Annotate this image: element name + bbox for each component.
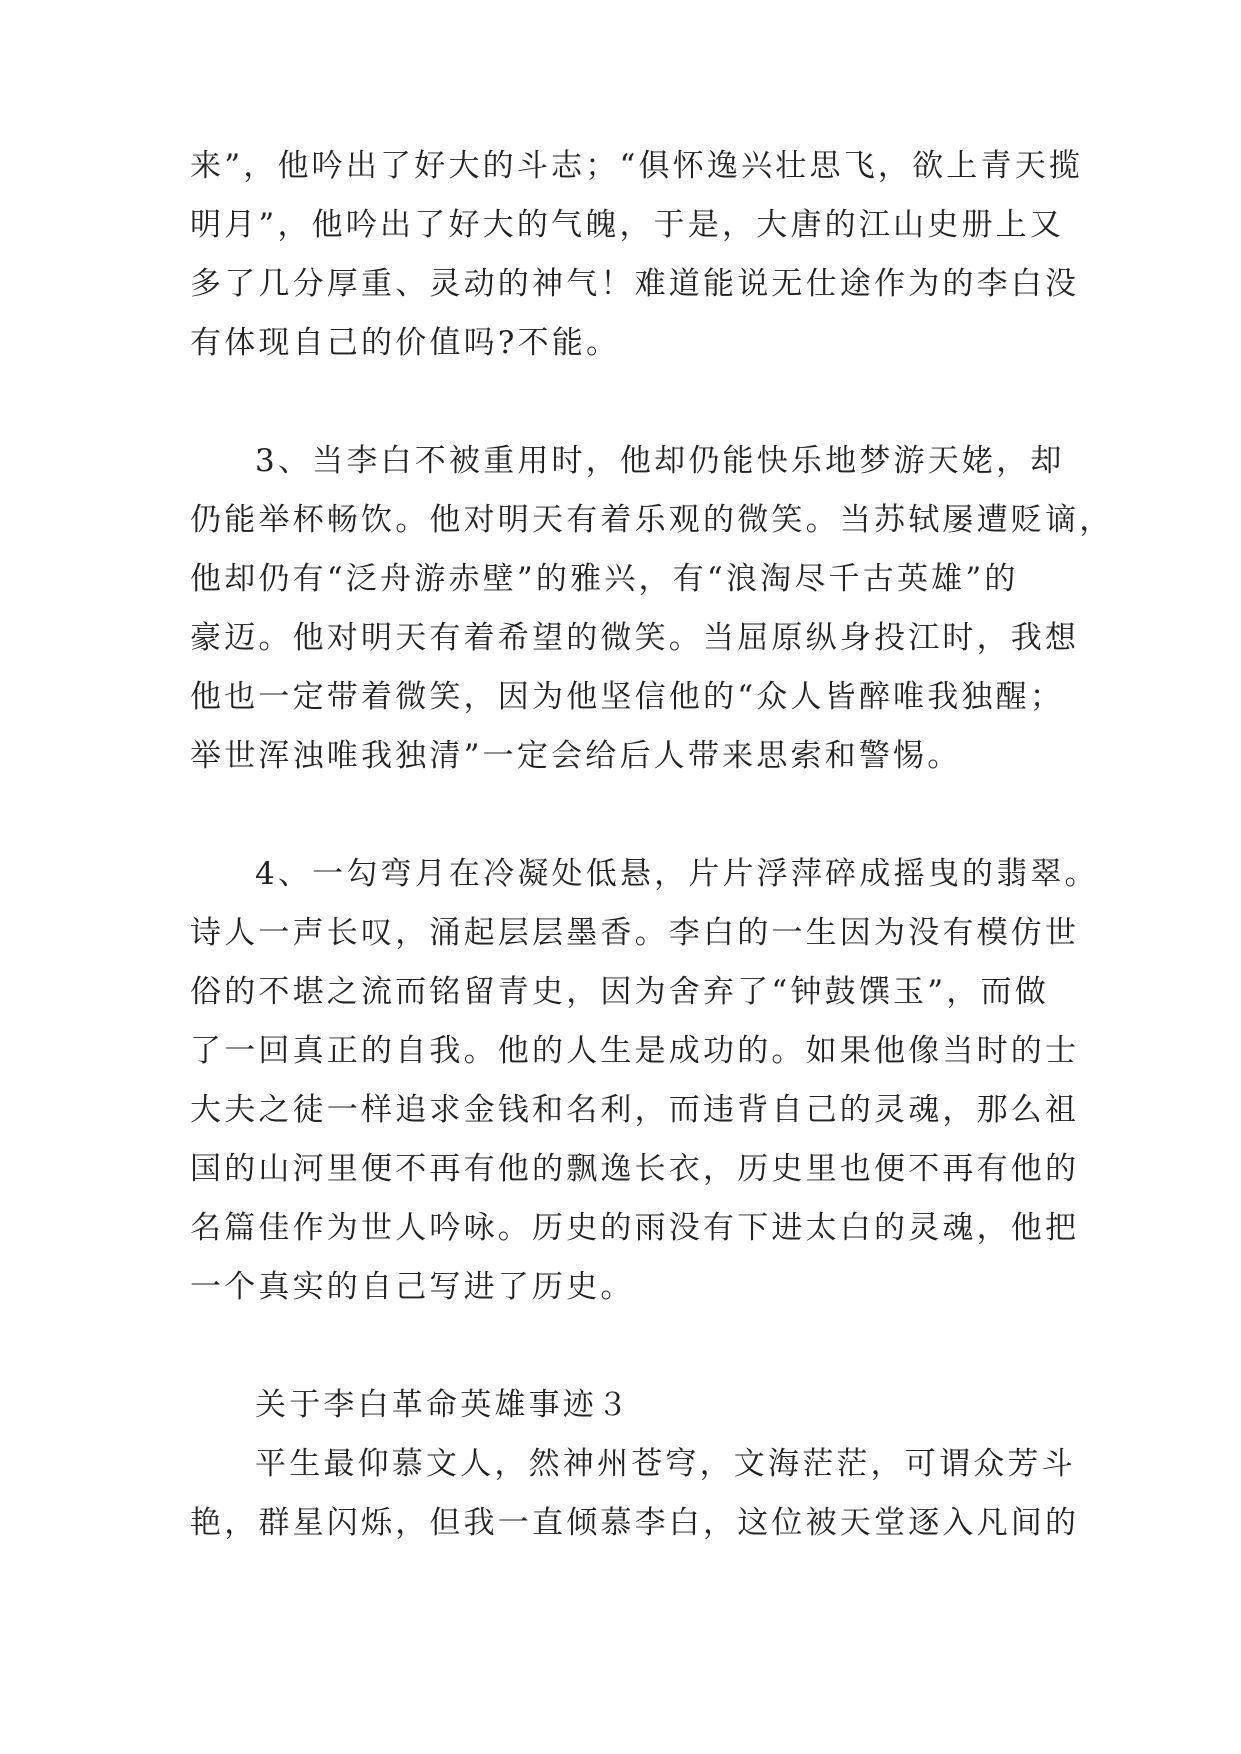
text-line: 举世浑浊唯我独清”一定会给后人带来思索和警惕。 — [190, 738, 962, 774]
text-line: 艳，群星闪烁，但我一直倾慕李白，这位被天堂逐入凡间的 — [190, 1505, 1080, 1541]
text-line: 俗的不堪之流而铭留青史，因为舍弃了“钟鼓馔玉”，而做 — [190, 974, 1049, 1010]
text-line: 豪迈。他对明天有着希望的微笑。当屈原纵身投江时，我想 — [190, 620, 1080, 656]
text-line: 国的山河里便不再有他的飘逸长衣，历史里也便不再有他的 — [190, 1151, 1080, 1187]
text-line: 平生最仰慕文人，然神州苍穹，文海茫茫，可谓众芳斗 — [255, 1446, 1076, 1482]
text-line: 了一回真正的自我。他的人生是成功的。如果他像当时的士 — [190, 1033, 1080, 1069]
text-line: 多了几分厚重、灵动的神气！难道能说无仕途作为的李白没 — [190, 266, 1080, 302]
text-line: 明月”，他吟出了好大的气魄，于是，大唐的江山史册上又 — [190, 207, 1065, 243]
text-line: 大夫之徒一样追求金钱和名利，而违背自己的灵魂，那么祖 — [190, 1092, 1080, 1128]
text-line: 诗人一声长叹，涌起层层墨香。李白的一生因为没有模仿世 — [190, 915, 1080, 951]
text-line: 4、一勾弯月在冷凝处低悬，片片浮萍碎成摇曳的翡翠。 — [255, 856, 1099, 892]
text-line: 名篇佳作为世人吟咏。历史的雨没有下进太白的灵魂，他把 — [190, 1210, 1080, 1246]
text-line: 他却仍有“泛舟游赤壁”的雅兴，有“浪淘尽千古英雄”的 — [190, 561, 1019, 597]
text-line: 来”，他吟出了好大的斗志；“俱怀逸兴壮思飞，欲上青天揽 — [190, 148, 1084, 184]
text-line: 仍能举杯畅饮。他对明天有着乐观的微笑。当苏轼屡遭贬谪， — [190, 502, 1114, 538]
text-line: 他也一定带着微笑，因为他坚信他的“众人皆醉唯我独醒； — [190, 679, 1065, 715]
text-line: 3、当李白不被重用时，他却仍能快乐地梦游天姥，却 — [255, 443, 1065, 479]
section-heading: 关于李白革命英雄事迹３ — [255, 1387, 632, 1423]
text-line: 一个真实的自己写进了历史。 — [190, 1269, 635, 1305]
text-line: 有体现自己的价值吗?不能。 — [190, 325, 621, 361]
